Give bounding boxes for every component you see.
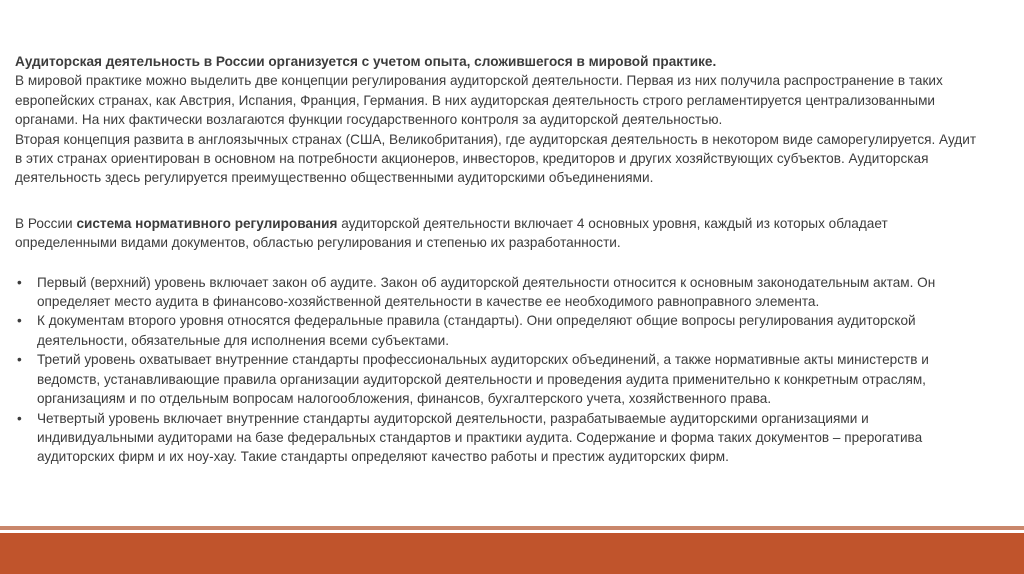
intro-line: деятельность здесь регулируется преимущественно общественными аудиторскими объединениями. — [15, 170, 654, 186]
russia-paragraph — [15, 214, 975, 253]
levels-list — [15, 273, 975, 467]
level-line: индивидуальными аудиторами на базе федеральных стандартов и практики аудита. Содержание и форма таких документов – прерогатива — [37, 429, 923, 445]
intro-title: Аудиторская деятельность в России организуется с учетом опыта, сложившегося в мировой практике. — [15, 54, 717, 69]
level-line: определяет место аудита в финансово-хозяйственной деятельности в качестве ее необходимого равноправного элемента. — [37, 294, 820, 310]
footer-divider — [0, 526, 1024, 530]
level-line: ведомств, устанавливающие правила организации аудиторской деятельности и проведения аудита применительно к конкретным отраслям, — [37, 371, 926, 387]
spacer — [15, 188, 975, 214]
level-line: Третий уровень охватывает внутренние стандарты профессиональных аудиторских объединений, а также нормативные акты министерств и — [37, 352, 929, 368]
russia-prefix: В России — [15, 215, 77, 231]
list-item — [15, 350, 975, 408]
slide-content — [15, 52, 975, 467]
spacer — [15, 253, 975, 273]
intro-line: Вторая концепция развита в англоязычных странах (США, Великобритания), где аудиторская деятельность в некотором виде саморегулируется. Аудит — [15, 131, 977, 147]
footer-bar — [0, 533, 1024, 574]
russia-suffix: аудиторской деятельности включает 4 основных уровня, каждый из которых обладает — [337, 215, 888, 231]
bullet-icon: • — [17, 274, 22, 290]
level-line: аудиторских фирм и их ноу-хау. Такие стандарты определяют качество работы и престиж аудиторских фирм. — [37, 449, 729, 465]
bullet-icon: • — [17, 410, 22, 426]
intro-line: органами. На них фактически возлагаются функции государственного контроля за аудиторской деятельностью. — [15, 112, 723, 128]
level-line: деятельности, обязательные для исполнения всеми субъектами. — [37, 332, 449, 348]
russia-bold-term: система нормативного регулирования — [76, 215, 338, 231]
level-line: Четвертый уровень включает внутренние стандарты аудиторской деятельности, разрабатываемые аудиторскими организациями и — [37, 410, 869, 426]
level-line: К документам второго уровня относятся федеральные правила (стандарты). Они определяют общие вопросы регулирования аудиторской — [37, 313, 916, 329]
list-item — [15, 409, 975, 467]
level-line: Первый (верхний) уровень включает закон об аудите. Закон об аудиторской деятельности относится к основным законодательным актам. Он — [37, 274, 936, 290]
bullet-icon: • — [17, 352, 22, 368]
intro-line: В мировой практике можно выделить две концепции регулирования аудиторской деятельности. Первая из них получила распространение в таких — [15, 73, 943, 89]
russia-line-1 — [15, 214, 975, 233]
list-item — [15, 311, 975, 350]
list-item — [15, 273, 975, 312]
level-line: организациям и по отдельным вопросам налогообложения, финансов, бухгалтерского учета, хозяйственного права. — [37, 391, 772, 407]
intro-paragraph — [15, 52, 975, 188]
intro-line: в этих странах ориентирован в основном на потребности акционеров, инвесторов, кредиторов и других хозяйствующих субъектов. Аудиторская — [15, 151, 929, 167]
bullet-icon: • — [17, 313, 22, 329]
russia-line-2: определенными видами документов, областью регулирования и степенью их разработанности. — [15, 235, 621, 251]
intro-line: европейских странах, как Австрия, Испания, Франция, Германия. В них аудиторская деятельность строго регламентируется централизованными — [15, 92, 936, 108]
